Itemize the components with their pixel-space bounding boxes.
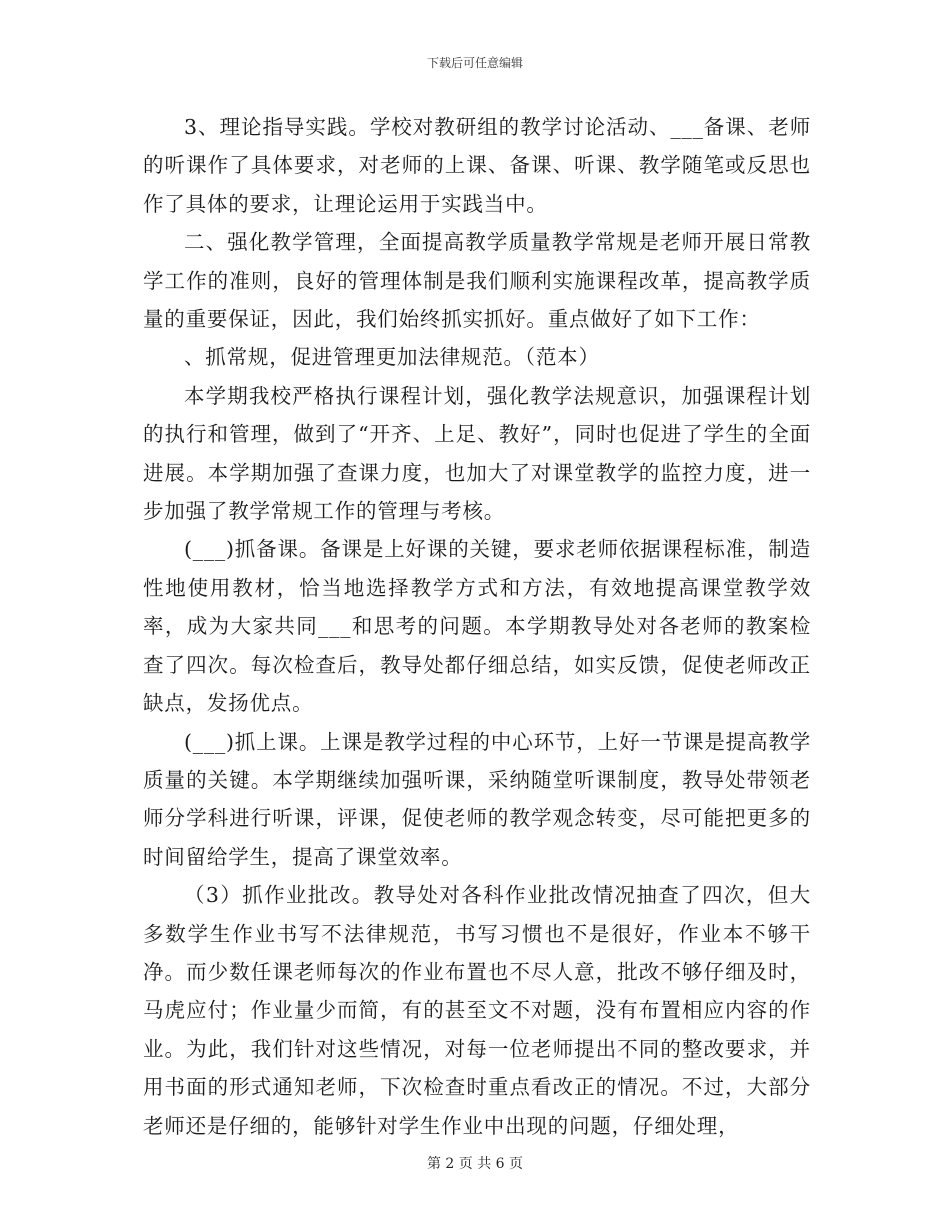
document-body <box>143 108 811 1145</box>
page-header: 下载后可任意编辑 <box>426 56 523 70</box>
paragraph-theory-practice: 3、理论指导实践。学校对教研组的教学讨论活动、___备课、老师的听课作了具体要求，对老师的上课、备课、听课、教学随笔或反思也作了具体的要求，让理论运用于实践当中。 <box>143 115 811 216</box>
paragraph-lesson-prep: (___)抓备课。备课是上好课的关键，要求老师依据课程标准，制造性地使用教材，恰当地选择教学方式和方法，有效地提高课堂教学效率，成为大家共同___和思考的问题。本学期教导处对各老师的教案检查了四次。每次检查后，教导处都仔细总结，如实反馈，促使老师改正缺点，发扬优点。 <box>143 537 811 716</box>
paragraph-teaching-management: 二、强化教学管理，全面提高教学质量教学常规是老师开展日常教学工作的准则，良好的管理体制是我们顺利实施课程改革，提高教学质量的重要保证，因此，我们始终抓实抓好。重点做好了如下工作： <box>143 230 811 332</box>
paragraph-course-plan: 本学期我校严格执行课程计划，强化教学法规意识，加强课程计划的执行和管理，做到了“开齐、上足、教好”，同时也促进了学生的全面进展。本学期加强了查课力度，也加大了对课堂教学的监控力度，进一步加强了教学常规工作的管理与考核。 <box>143 383 811 524</box>
paragraph-homework: （3）抓作业批改。教导处对各科作业批改情况抽查了四次，但大多数学生作业书写不法律规范，书写习惯也不是很好，作业本不够干净。而少数任课老师每次的作业布置也不尽人意，批改不够仔细及时，马虎应付；作业量少而简，有的甚至文不对题，没有布置相应内容的作业。为此，我们针对这些情况，对每一位老师提出不同的整改要求，并用书面的形式通知老师，下次检查时重点看改正的情况。不过，大部分老师还是仔细的，能够针对学生作业中出现的问题，仔细处理， <box>143 883 811 1138</box>
paragraph-lessons: (___)抓上课。上课是教学过程的中心环节，上好一节课是提高教学质量的关键。本学期继续加强听课，采纳随堂听课制度，教导处带领老师分学科进行听课，评课，促使老师的教学观念转变，尽可能把更多的时间留给学生，提高了课堂效率。 <box>143 729 811 869</box>
page-footer: 第 2 页 共 6 页 <box>426 1156 524 1172</box>
paragraph-routine-heading: 、抓常规，促进管理更加法律规范。（范本） <box>184 345 600 370</box>
